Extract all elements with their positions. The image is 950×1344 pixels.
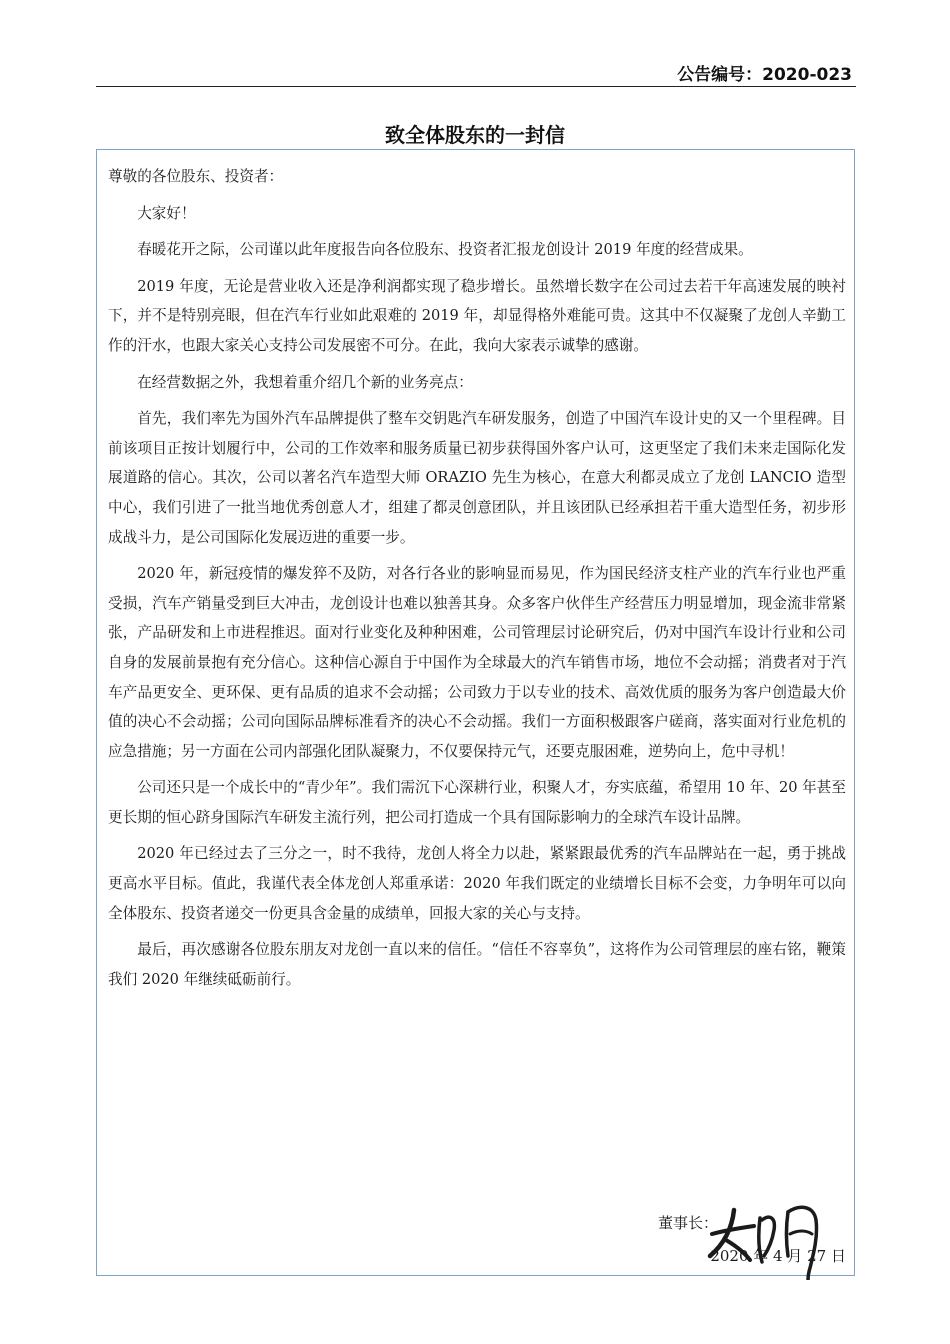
paragraph-intro: 春暖花开之际，公司谨以此年度报告向各位股东、投资者汇报龙创设计 2019 年度的经营成果。 (137, 241, 753, 259)
paragraph-highlights: 首先，我们率先为国外汽车品牌提供了整车交钥匙汽车研发服务，创造了中国汽车设计史的又一个里程碑。目前该项目正按计划履行中，公司的工作效率和服务质量已初步获得国外客户认可，这更坚定了我们未来走国际化发展道路的信心。其次，公司以著名汽车造型大师 ORAZIO 先生为核心，在意大利都灵成立了龙创 LANCIO 造型中心，我们引进了一批当地优秀创意人才，组建了都灵创意团队，并且该团队已经承担若干重大造型任务，初步形成战斗力，是公司国际化发展迈进的重要一步。 (108, 410, 846, 546)
paragraph-highlights-lead: 在经营数据之外，我想着重介绍几个新的业务亮点： (137, 373, 473, 391)
paragraph-2019-results: 2019 年度，无论是营业收入还是净利润都实现了稳步增长。虽然增长数字在公司过去若干年高速发展的映衬下，并不是特别亮眼，但在汽车行业如此艰难的 2019 年，却显得格外难能可贵。这其中不仅凝聚了龙创人辛勤工作的汗水，也跟大家关心支持公司发展密不可分。在此，我向大家表示诚挚的感谢。 (108, 277, 846, 354)
paragraph-2020-outlook: 2020 年，新冠疫情的爆发猝不及防，对各行各业的影响显而易见，作为国民经济支柱产业的汽车行业也严重受损，汽车产销量受到巨大冲击，龙创设计也难以独善其身。众多客户伙伴生产经营压力明显增加，现金流非常紧张，产品研发和上市进程推迟。面对行业变化及种种困难，公司管理层讨论研究后，仍对中国汽车设计行业和公司自身的发展前景抱有充分信心。这种信心源自于中国作为全球最大的汽车销售市场，地位不会动摇；消费者对于汽车产品更安全、更环保、更有品质的追求不会动摇；公司致力于以专业的技术、高效优质的服务为客户创造最大价值的决心不会动摇；公司向国际品牌标准看齐的决心不会动摇。我们一方面积极跟客户磋商，落实面对行业危机的应急措施；另一方面在公司内部强化团队凝聚力，不仅要保持元气，还要克服困难，逆势向上，危中寻机！ (108, 565, 846, 760)
announcement-number: 公告编号：2020-023 (677, 65, 852, 85)
letter-date: 2020 年 4 月 27 日 (710, 1247, 846, 1265)
handwritten-signature (704, 1190, 834, 1280)
signature-label: 董事长： (657, 1214, 718, 1232)
paragraph-closing: 最后，再次感谢各位股东朋友对龙创一直以来的信任。“信任不容辜负”，这将作为公司管理层的座右铭，鞭策我们 2020 年继续砥砺前行。 (108, 941, 846, 988)
header-rule (96, 86, 856, 87)
salutation: 尊敬的各位股东、投资者： (108, 168, 284, 185)
letter-body (108, 162, 846, 1001)
paragraph-greeting: 大家好！ (137, 204, 196, 222)
letter-title: 致全体股东的一封信 (385, 123, 565, 147)
paragraph-growth: 公司还只是一个成长中的“青少年”。我们需沉下心深耕行业，积聚人才，夯实底蕴，希望用 10 年、20 年甚至更长期的恒心跻身国际汽车研发主流行列，把公司打造成一个具有国际影响力的全球汽车设计品牌。 (108, 779, 846, 826)
paragraph-commitment: 2020 年已经过去了三分之一，时不我待，龙创人将全力以赴，紧紧跟最优秀的汽车品牌站在一起，勇于挑战更高水平目标。值此，我谨代表全体龙创人郑重承诺：2020 年我们既定的业绩增长目标不会变，力争明年可以向全体股东、投资者递交一份更具含金量的成绩单，回报大家的关心与支持。 (108, 845, 846, 922)
